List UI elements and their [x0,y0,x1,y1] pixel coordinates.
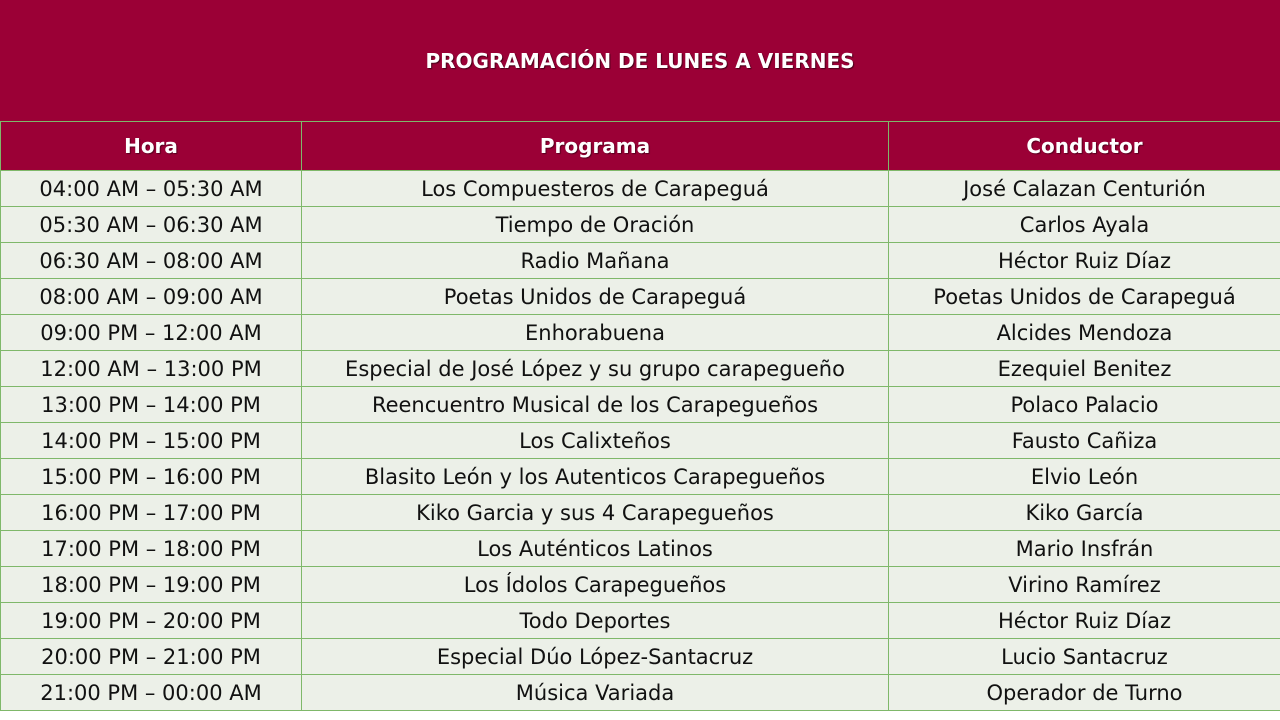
cell-conductor: José Calazan Centurión [889,171,1280,207]
schedule-table [0,121,1280,711]
table-row [1,531,1280,567]
cell-conductor: Poetas Unidos de Carapeguá [889,279,1280,315]
cell-conductor: Elvio León [889,459,1280,495]
table-row [1,243,1280,279]
table-row [1,639,1280,675]
cell-programa: Especial Dúo López-Santacruz [302,639,889,675]
cell-hora: 04:00 AM – 05:30 AM [1,171,302,207]
table-row [1,495,1280,531]
table-row [1,315,1280,351]
cell-conductor: Kiko García [889,495,1280,531]
table-row [1,675,1280,711]
column-header-conductor: Conductor [889,122,1280,171]
cell-programa: Los Auténticos Latinos [302,531,889,567]
table-row [1,279,1280,315]
table-row [1,567,1280,603]
cell-programa: Radio Mañana [302,243,889,279]
title-bar [0,0,1280,121]
cell-hora: 15:00 PM – 16:00 PM [1,459,302,495]
cell-programa: Blasito León y los Autenticos Carapegueños [302,459,889,495]
cell-conductor: Polaco Palacio [889,387,1280,423]
cell-hora: 08:00 AM – 09:00 AM [1,279,302,315]
cell-conductor: Alcides Mendoza [889,315,1280,351]
cell-programa: Enhorabuena [302,315,889,351]
cell-programa: Kiko Garcia y sus 4 Carapegueños [302,495,889,531]
cell-hora: 13:00 PM – 14:00 PM [1,387,302,423]
cell-programa: Poetas Unidos de Carapeguá [302,279,889,315]
schedule-body [1,171,1280,711]
table-row [1,171,1280,207]
table-header-row [1,122,1280,171]
cell-programa: Los Calixteños [302,423,889,459]
cell-hora: 21:00 PM – 00:00 AM [1,675,302,711]
cell-programa: Tiempo de Oración [302,207,889,243]
cell-conductor: Ezequiel Benitez [889,351,1280,387]
cell-programa: Los Compuesteros de Carapeguá [302,171,889,207]
table-row [1,207,1280,243]
cell-conductor: Virino Ramírez [889,567,1280,603]
cell-conductor: Operador de Turno [889,675,1280,711]
cell-hora: 06:30 AM – 08:00 AM [1,243,302,279]
cell-conductor: Héctor Ruiz Díaz [889,243,1280,279]
cell-hora: 14:00 PM – 15:00 PM [1,423,302,459]
table-row [1,387,1280,423]
cell-programa: Todo Deportes [302,603,889,639]
cell-hora: 17:00 PM – 18:00 PM [1,531,302,567]
cell-hora: 16:00 PM – 17:00 PM [1,495,302,531]
cell-programa: Reencuentro Musical de los Carapegueños [302,387,889,423]
column-header-hora: Hora [1,122,302,171]
table-row [1,351,1280,387]
cell-hora: 19:00 PM – 20:00 PM [1,603,302,639]
cell-hora: 20:00 PM – 21:00 PM [1,639,302,675]
cell-programa: Música Variada [302,675,889,711]
cell-hora: 18:00 PM – 19:00 PM [1,567,302,603]
cell-conductor: Fausto Cañiza [889,423,1280,459]
cell-hora: 12:00 AM – 13:00 PM [1,351,302,387]
table-row [1,603,1280,639]
cell-programa: Especial de José López y su grupo carapegueño [302,351,889,387]
table-row [1,459,1280,495]
cell-hora: 05:30 AM – 06:30 AM [1,207,302,243]
cell-hora: 09:00 PM – 12:00 AM [1,315,302,351]
column-header-programa: Programa [302,122,889,171]
cell-conductor: Lucio Santacruz [889,639,1280,675]
table-row [1,423,1280,459]
cell-conductor: Héctor Ruiz Díaz [889,603,1280,639]
cell-programa: Los Ídolos Carapegueños [302,567,889,603]
page-title: PROGRAMACIÓN DE LUNES A VIERNES [425,48,855,73]
cell-conductor: Carlos Ayala [889,207,1280,243]
cell-conductor: Mario Insfrán [889,531,1280,567]
